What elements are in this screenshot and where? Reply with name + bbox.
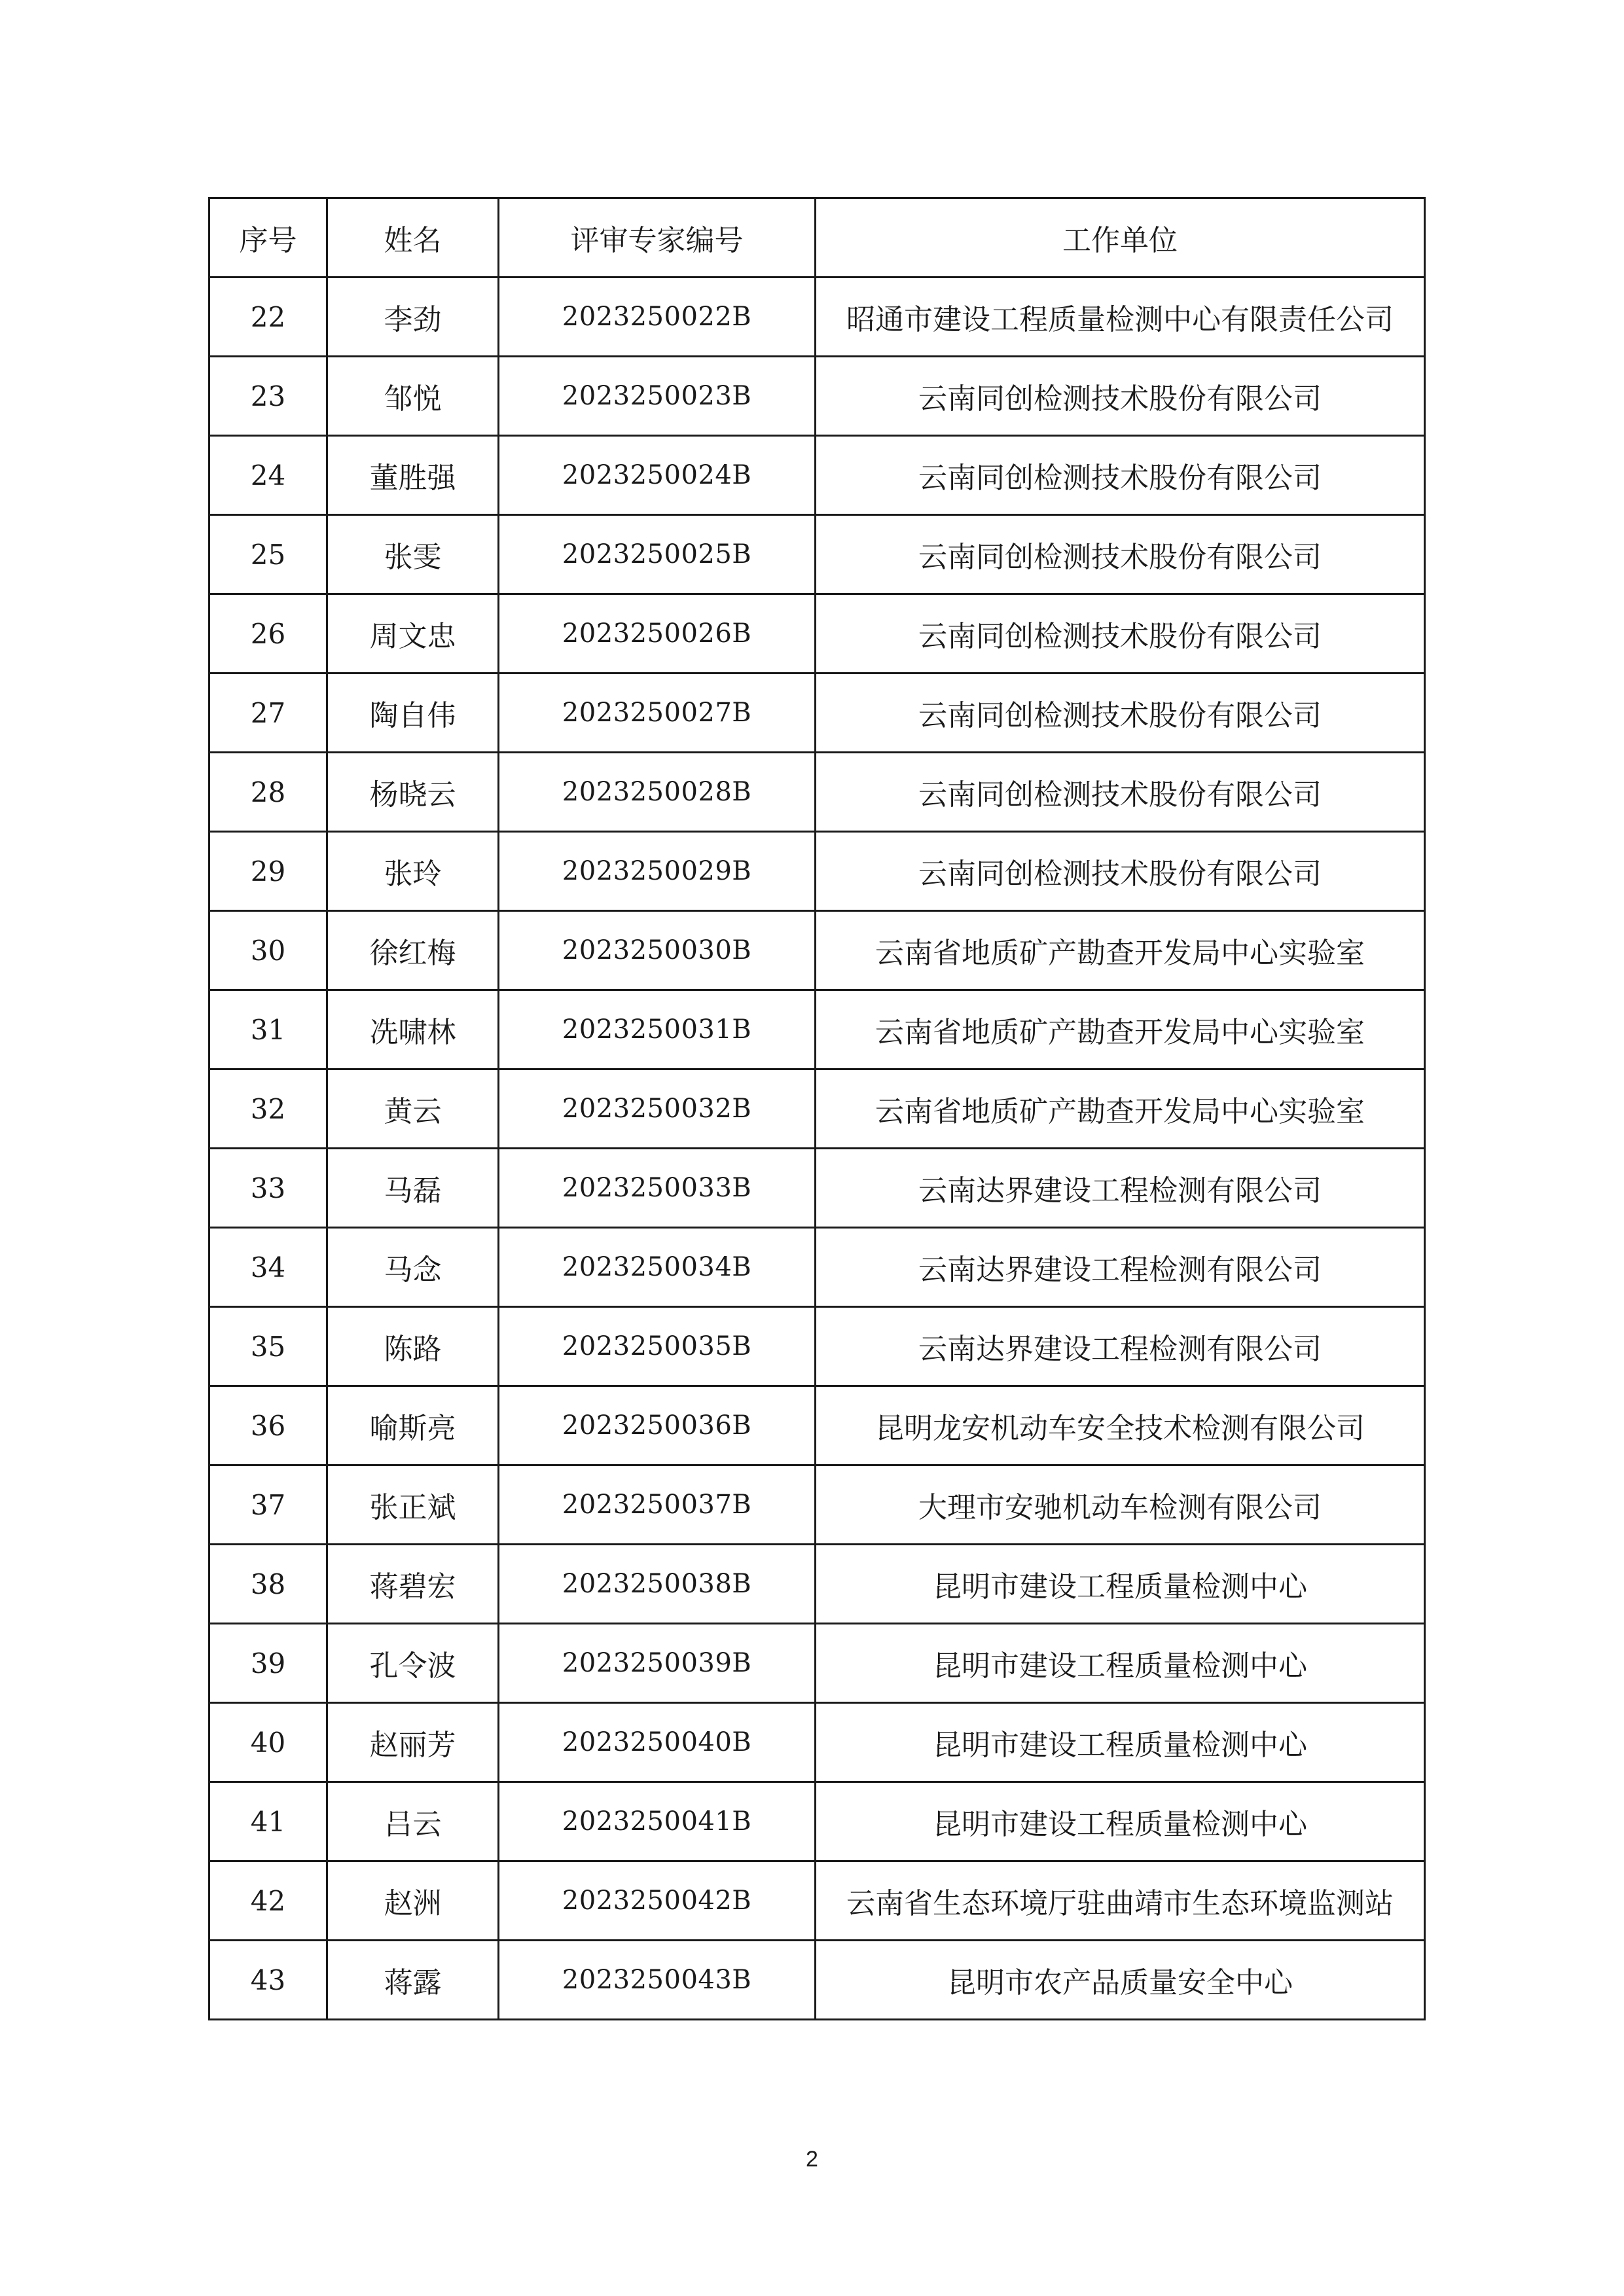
- table-row: [209, 1545, 1425, 1624]
- table-row: [209, 1624, 1425, 1703]
- cell-index: 38: [209, 1545, 327, 1624]
- cell-expert-code: 2023250023B: [499, 357, 816, 436]
- table-row: [209, 515, 1425, 594]
- cell-work-unit: 云南同创检测技术股份有限公司: [816, 515, 1425, 594]
- expert-roster-table: [208, 197, 1426, 2020]
- table-row: [209, 1782, 1425, 1861]
- cell-index: 24: [209, 436, 327, 515]
- cell-index: 33: [209, 1149, 327, 1228]
- cell-index: 35: [209, 1307, 327, 1386]
- cell-expert-code: 2023250038B: [499, 1545, 816, 1624]
- cell-name: 赵丽芳: [327, 1703, 499, 1782]
- cell-name: 徐红梅: [327, 911, 499, 990]
- cell-work-unit: 云南达界建设工程检测有限公司: [816, 1307, 1425, 1386]
- table-row: [209, 1069, 1425, 1149]
- cell-name: 李劲: [327, 278, 499, 357]
- cell-index: 22: [209, 278, 327, 357]
- table-row: [209, 1465, 1425, 1545]
- cell-work-unit: 云南达界建设工程检测有限公司: [816, 1149, 1425, 1228]
- cell-name: 吕云: [327, 1782, 499, 1861]
- cell-work-unit: 云南达界建设工程检测有限公司: [816, 1228, 1425, 1307]
- cell-work-unit: 云南省生态环境厅驻曲靖市生态环境监测站: [816, 1861, 1425, 1941]
- cell-name: 赵洲: [327, 1861, 499, 1941]
- cell-index: 30: [209, 911, 327, 990]
- table-row: [209, 990, 1425, 1069]
- cell-expert-code: 2023250022B: [499, 278, 816, 357]
- header-work-unit: 工作单位: [816, 198, 1425, 278]
- cell-work-unit: 云南省地质矿产勘查开发局中心实验室: [816, 990, 1425, 1069]
- table-row: [209, 357, 1425, 436]
- cell-expert-code: 2023250033B: [499, 1149, 816, 1228]
- cell-work-unit: 云南同创检测技术股份有限公司: [816, 673, 1425, 753]
- cell-name: 蒋碧宏: [327, 1545, 499, 1624]
- cell-name: 周文忠: [327, 594, 499, 673]
- cell-name: 陈路: [327, 1307, 499, 1386]
- cell-index: 26: [209, 594, 327, 673]
- cell-work-unit: 云南省地质矿产勘查开发局中心实验室: [816, 911, 1425, 990]
- table-row: [209, 436, 1425, 515]
- header-row: [209, 198, 1425, 278]
- cell-expert-code: 2023250028B: [499, 753, 816, 832]
- table-row: [209, 278, 1425, 357]
- cell-work-unit: 云南同创检测技术股份有限公司: [816, 357, 1425, 436]
- cell-name: 张正斌: [327, 1465, 499, 1545]
- cell-expert-code: 2023250030B: [499, 911, 816, 990]
- cell-work-unit: 云南同创检测技术股份有限公司: [816, 594, 1425, 673]
- cell-name: 马磊: [327, 1149, 499, 1228]
- cell-work-unit: 昆明市建设工程质量检测中心: [816, 1703, 1425, 1782]
- cell-index: 34: [209, 1228, 327, 1307]
- header-index: 序号: [209, 198, 327, 278]
- cell-index: 40: [209, 1703, 327, 1782]
- table-row: [209, 1703, 1425, 1782]
- page-number: 2: [806, 2147, 818, 2172]
- cell-work-unit: 云南同创检测技术股份有限公司: [816, 753, 1425, 832]
- table-row: [209, 1228, 1425, 1307]
- cell-name: 董胜强: [327, 436, 499, 515]
- cell-index: 28: [209, 753, 327, 832]
- header-name: 姓名: [327, 198, 499, 278]
- cell-expert-code: 2023250035B: [499, 1307, 816, 1386]
- table-row: [209, 1386, 1425, 1465]
- cell-index: 29: [209, 832, 327, 911]
- cell-expert-code: 2023250024B: [499, 436, 816, 515]
- table-body: [209, 278, 1425, 2020]
- cell-name: 喻斯亮: [327, 1386, 499, 1465]
- cell-expert-code: 2023250034B: [499, 1228, 816, 1307]
- table-row: [209, 1149, 1425, 1228]
- cell-work-unit: 昆明市建设工程质量检测中心: [816, 1545, 1425, 1624]
- cell-work-unit: 昆明市建设工程质量检测中心: [816, 1624, 1425, 1703]
- table-row: [209, 832, 1425, 911]
- cell-work-unit: 大理市安驰机动车检测有限公司: [816, 1465, 1425, 1545]
- cell-work-unit: 昭通市建设工程质量检测中心有限责任公司: [816, 278, 1425, 357]
- cell-expert-code: 2023250032B: [499, 1069, 816, 1149]
- cell-name: 张玲: [327, 832, 499, 911]
- cell-name: 孔令波: [327, 1624, 499, 1703]
- table-row: [209, 594, 1425, 673]
- cell-index: 27: [209, 673, 327, 753]
- cell-work-unit: 云南同创检测技术股份有限公司: [816, 436, 1425, 515]
- cell-index: 31: [209, 990, 327, 1069]
- cell-name: 蒋露: [327, 1941, 499, 2020]
- cell-expert-code: 2023250029B: [499, 832, 816, 911]
- cell-name: 邹悦: [327, 357, 499, 436]
- header-expert-code: 评审专家编号: [499, 198, 816, 278]
- cell-index: 25: [209, 515, 327, 594]
- cell-name: 陶自伟: [327, 673, 499, 753]
- cell-index: 36: [209, 1386, 327, 1465]
- table-row: [209, 911, 1425, 990]
- cell-expert-code: 2023250027B: [499, 673, 816, 753]
- cell-name: 马念: [327, 1228, 499, 1307]
- cell-name: 黄云: [327, 1069, 499, 1149]
- cell-expert-code: 2023250026B: [499, 594, 816, 673]
- cell-expert-code: 2023250043B: [499, 1941, 816, 2020]
- table-row: [209, 1941, 1425, 2020]
- cell-work-unit: 云南同创检测技术股份有限公司: [816, 832, 1425, 911]
- cell-work-unit: 昆明龙安机动车安全技术检测有限公司: [816, 1386, 1425, 1465]
- cell-work-unit: 昆明市建设工程质量检测中心: [816, 1782, 1425, 1861]
- cell-index: 43: [209, 1941, 327, 2020]
- cell-name: 冼啸林: [327, 990, 499, 1069]
- cell-index: 23: [209, 357, 327, 436]
- table-row: [209, 1307, 1425, 1386]
- table-header: [209, 198, 1425, 278]
- cell-name: 杨晓云: [327, 753, 499, 832]
- cell-index: 41: [209, 1782, 327, 1861]
- cell-work-unit: 云南省地质矿产勘查开发局中心实验室: [816, 1069, 1425, 1149]
- cell-expert-code: 2023250036B: [499, 1386, 816, 1465]
- table-row: [209, 753, 1425, 832]
- cell-expert-code: 2023250031B: [499, 990, 816, 1069]
- cell-expert-code: 2023250037B: [499, 1465, 816, 1545]
- table-row: [209, 673, 1425, 753]
- cell-work-unit: 昆明市农产品质量安全中心: [816, 1941, 1425, 2020]
- cell-expert-code: 2023250025B: [499, 515, 816, 594]
- cell-expert-code: 2023250041B: [499, 1782, 816, 1861]
- cell-expert-code: 2023250039B: [499, 1624, 816, 1703]
- cell-index: 32: [209, 1069, 327, 1149]
- cell-index: 39: [209, 1624, 327, 1703]
- cell-expert-code: 2023250042B: [499, 1861, 816, 1941]
- cell-expert-code: 2023250040B: [499, 1703, 816, 1782]
- cell-index: 37: [209, 1465, 327, 1545]
- table-row: [209, 1861, 1425, 1941]
- cell-name: 张雯: [327, 515, 499, 594]
- cell-index: 42: [209, 1861, 327, 1941]
